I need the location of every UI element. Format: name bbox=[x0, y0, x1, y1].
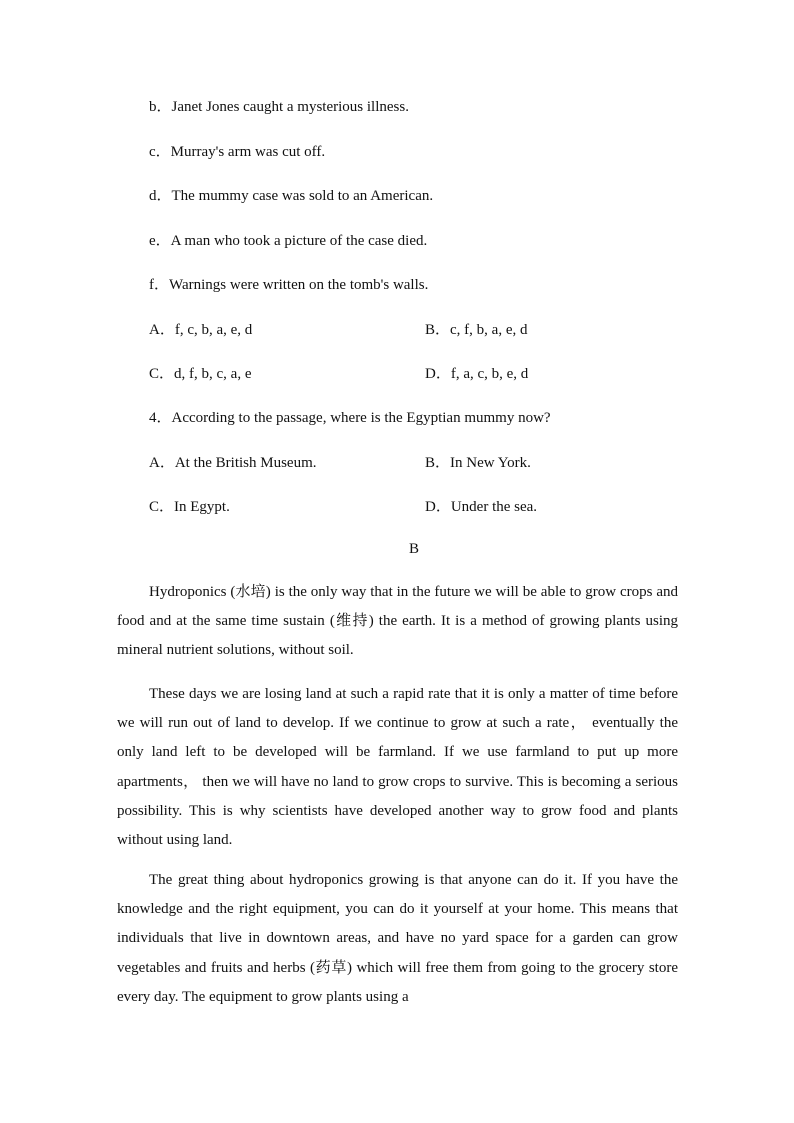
paragraph-3: The great thing about hydroponics growing is that anyone can do it. If you have the knowledge and the right equipment, you can do it yourself at your home. This means that individuals that live in downtown areas, and have no yard space for a garden can grow vegetables and fruits and herbs (药草) which will free them from going to the grocery store every day. The equipment to grow plants using a bbox=[117, 872, 678, 1005]
q4-option-c: C．In Egypt. bbox=[149, 499, 230, 515]
q4-option-a: A．At the British Museum. bbox=[149, 455, 317, 471]
paragraph-2: These days we are losing land at such a rapid rate that it is only a matter of time before we will run out of land to develop. If we continue to grow at such a rate， eventually the only land left to be developed will be farmland. If we use farmland to put up more apartments， then we will have no land to grow crops to survive. This is becoming a serious possibility. This is why scientists have developed another way to grow food and plants without using land. bbox=[117, 686, 678, 849]
q4-option-d: D．Under the sea. bbox=[425, 499, 538, 515]
item-d: d．The mummy case was sold to an American. bbox=[149, 188, 434, 204]
q3-option-a: A．f, c, b, a, e, d bbox=[149, 322, 253, 338]
paragraph-1: Hydroponics (水培) is the only way that in the future we will be able to grow crops and food and at the same time sustain (维持) the earth. It is a method of growing plants using mineral nutrient solutions, without soil. bbox=[117, 584, 678, 659]
section-heading: B bbox=[408, 541, 419, 557]
q4-question: 4．According to the passage, where is the Egyptian mummy now? bbox=[149, 410, 551, 426]
item-c: c．Murray's arm was cut off. bbox=[149, 144, 326, 160]
q3-option-d: D．f, a, c, b, e, d bbox=[425, 366, 529, 382]
q3-option-c: C．d, f, b, c, a, e bbox=[149, 366, 252, 382]
q4-option-b: B．In New York. bbox=[425, 455, 531, 471]
q3-option-b: B．c, f, b, a, e, d bbox=[425, 322, 528, 338]
item-e: e．A man who took a picture of the case died. bbox=[149, 233, 428, 249]
item-f: f．Warnings were written on the tomb's walls. bbox=[149, 277, 429, 293]
item-b: b．Janet Jones caught a mysterious illness. bbox=[149, 99, 409, 115]
